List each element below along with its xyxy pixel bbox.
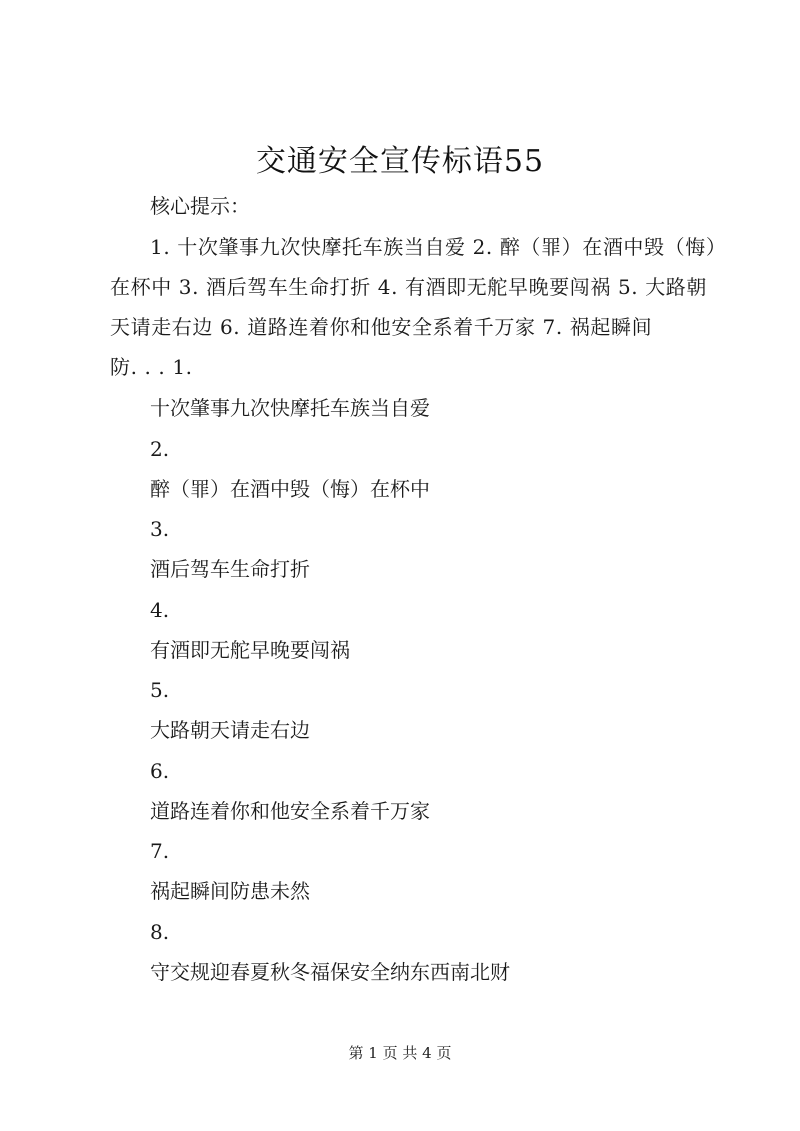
slogan-number-2: 2.	[150, 437, 170, 461]
slogan-text-2: 醉（罪）在酒中毁（悔）在杯中	[150, 477, 430, 501]
document-title: 交通安全宣传标语55	[255, 144, 545, 179]
slogan-text-5: 大路朝天请走右边	[150, 718, 310, 742]
page-footer: 第 1 页 共 4 页	[348, 1044, 452, 1062]
slogan-text-8: 守交规迎春夏秋冬福保安全纳东西南北财	[150, 960, 510, 984]
slogan-text-7: 祸起瞬间防患未然	[150, 879, 310, 903]
summary-label: 核心提示：	[150, 194, 250, 218]
slogan-text-1: 十次肇事九次快摩托车族当自爱	[150, 396, 430, 420]
slogan-number-8: 8.	[150, 920, 170, 944]
slogan-number-6: 6.	[150, 759, 170, 783]
slogan-text-3: 酒后驾车生命打折	[150, 557, 310, 581]
slogan-text-6: 道路连着你和他安全系着千万家	[150, 799, 430, 823]
summary-line-3: 天请走右边 6. 道路连着你和他安全系着千万家 7. 祸起瞬间	[110, 315, 653, 339]
summary-line-1: 1. 十次肇事九次快摩托车族当自爱 2. 醉（罪）在酒中毁（悔）	[150, 235, 727, 259]
summary-line-2: 在杯中 3. 酒后驾车生命打折 4. 有酒即无舵早晚要闯祸 5. 大路朝	[110, 275, 707, 299]
slogan-number-7: 7.	[150, 839, 170, 863]
summary-line-4: 防. . . 1.	[110, 355, 193, 379]
slogan-text-4: 有酒即无舵早晚要闯祸	[150, 638, 350, 662]
slogan-number-4: 4.	[150, 598, 170, 622]
slogan-number-3: 3.	[150, 517, 170, 541]
slogan-number-5: 5.	[150, 678, 170, 702]
